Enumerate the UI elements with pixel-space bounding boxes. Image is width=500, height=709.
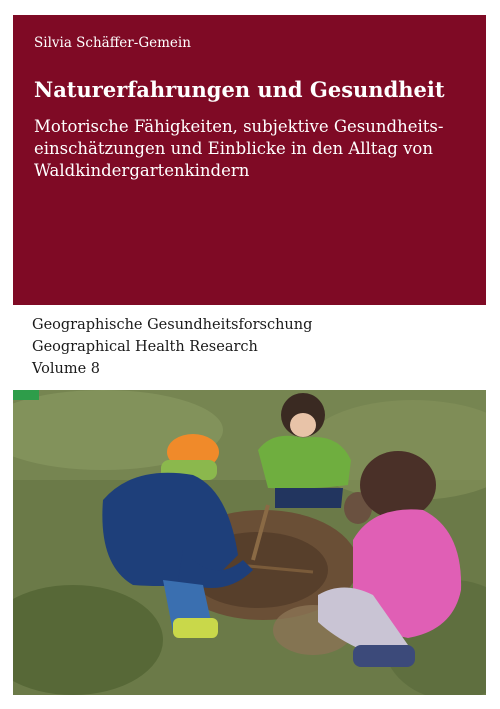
- author-name: Silvia Schäffer-Gemein: [34, 35, 191, 51]
- subtitle-line: einschätzungen und Einblicke in den Alltag von: [34, 138, 433, 158]
- series-volume: Volume 8: [32, 360, 101, 377]
- subtitle-line: Motorische Fähigkeiten, subjektive Gesundheits-: [34, 117, 444, 137]
- series-info: [32, 315, 312, 380]
- book-title: Naturerfahrungen und Gesundheit: [34, 77, 445, 102]
- series-name-en: Geographical Health Research: [32, 338, 258, 355]
- cover-photo: [13, 390, 486, 695]
- series-name-de: Geographische Gesundheitsforschung: [32, 317, 313, 333]
- cover-title-band: [13, 15, 486, 305]
- subtitle-line: Waldkindergartenkindern: [34, 160, 250, 180]
- cover-photo-illustration: [13, 390, 486, 695]
- book-subtitle: [34, 116, 462, 181]
